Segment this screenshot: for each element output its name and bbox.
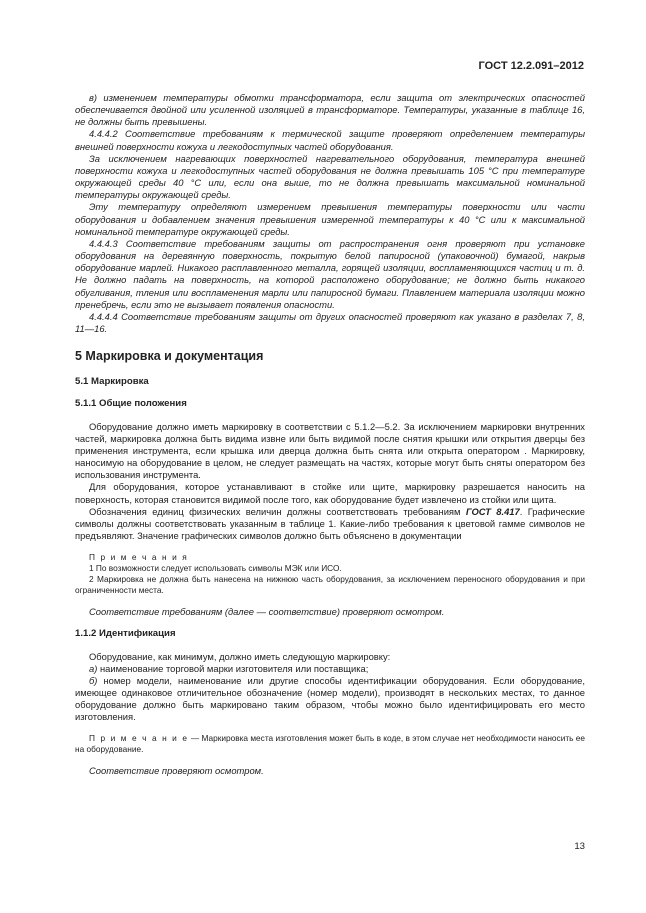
subsection-heading-5-1-1: 5.1.1 Общие положения [75,398,187,410]
page-content [75,92,585,777]
paragraph-rack-mounting: Для оборудования, которое устанавливают в стойке или щите, маркировку разрешается наносить на поверхность, которая становится видимой после того, как оборудование будет извлечено из стойки или щита. [75,481,585,505]
compliance-check-1: Соответствие требованиям (далее — соответствие) проверяют осмотром. [89,606,445,618]
standard-reference: ГОСТ 8.417 [465,505,520,517]
paragraph-units-symbols: Обозначения единиц физических величин должны соответствовать требованиям ГОСТ 8.417. Графические символы должны соответствовать указанным в таблице 1. Какие-либо требования к цветовой гамме символов не предъявляют. Значение графических символов должно быть объяснено в документации [75,505,585,541]
paragraph-4-4-4-2: 4.4.4.2 Соответствие требованиям к термической защите проверяют определением температуры внешней поверхности кожуха и легкодоступных частей оборудования. [75,128,585,152]
subsection-heading-5-1: 5.1 Маркировка [75,376,149,388]
note-1: 1 По возможности следует использовать символы МЭК или ИСО. [89,563,342,574]
notes-title: П р и м е ч а н и я [89,552,189,563]
paragraph-4-4-4-4: 4.4.4.4 Соответствие требованиям защиты от других опасностей проверяют как указано в разделах 7, 8, 11—16. [75,310,585,334]
document-code-header: ГОСТ 12.2.091–2012 [478,60,584,72]
note-2: 2 Маркировка не должна быть нанесена на нижнюю часть оборудования, за исключением переносного оборудования и при ограниченности места. [75,574,585,596]
paragraph-surface-temperature: За исключением нагревающих поверхностей нагревательного оборудования, температура внешней поверхности кожуха и легкодоступных частей оборудования не должна превышать 105 °С при температуре окружающей среды 40 °С или, если она выше, то не должна превышать максимальной номинальной температуры окружающей среды. [75,152,585,201]
page-number: 13 [574,841,585,852]
paragraph-identification-intro: Оборудование, как минимум, должно иметь следующую маркировку: [89,650,391,662]
compliance-check-2: Соответствие проверяют осмотром. [89,764,264,776]
note-manufacturing-place: П р и м е ч а н и е — Маркировка места изготовления может быть в коде, в этом случае нет необходимости наносить ее на оборудование. [75,732,585,754]
paragraph-4-4-4-3: 4.4.4.3 Соответствие требованиям защиты от распространения огня проверяют при установке оборудования на деревянную поверхность, покрытую белой папиросной (упаковочной) бумагой, накрыв оборудование марлей. Никакого расплавленного металла, горящей изоляции, воспламеняющихся частиц и т. д. Не должно падать на поверхность, на которой расположено оборудование; не должно быть никакого обугливания, тления или воспламенения марли или папиросной бумаги. Плавлением материала изоляции можно пренебречь, если это не вызывает появления опасности. [75,237,585,310]
paragraph-marking-general: Оборудование должно иметь маркировку в соответствии с 5.1.2—5.2. За исключением маркировки внутренних частей, маркировка должна быть видима извне или быть видимой после снятия крышки или открытия дверцы без применения инструмента, если крышка или дверца должна быть снята или открыта оператором . Маркировку, наносимую на оборудование в целом, не следует размещать на частях, которые могут быть сняты оператором без использования инструмента. [75,420,585,481]
subsection-heading-1-1-2: 1.1.2 Идентификация [75,628,176,640]
paragraph-transformer-temperature: в) изменением температуры обмотки трансформатора, если защита от электрических опасностей обеспечивается двойной или усиленной изоляцией в трансформаторе. Температуры, указанные в таблице 16, не должны быть превышены. [75,92,585,128]
section-heading-5: 5 Маркировка и документация [75,349,264,364]
paragraph-temperature-measurement: Эту температуру определяют измерением превышения температуры поверхности или части оборудования и добавлением значения превышения измеренной температуры к 40 °С или к максимальной номинальной температуре окружающей среды. [75,201,585,237]
list-item-b: б) номер модели, наименование или другие способы идентификации оборудования. Если оборудование, имеющее одинаковое отличительное обозначение (номер модели), производят в нескольких местах, то данное оборудование должно быть маркировано таким образом, чтобы можно было идентифицировать его место изготовления. [75,674,585,723]
list-item-a: а) наименование торговой марки изготовителя или поставщика; [89,662,369,674]
